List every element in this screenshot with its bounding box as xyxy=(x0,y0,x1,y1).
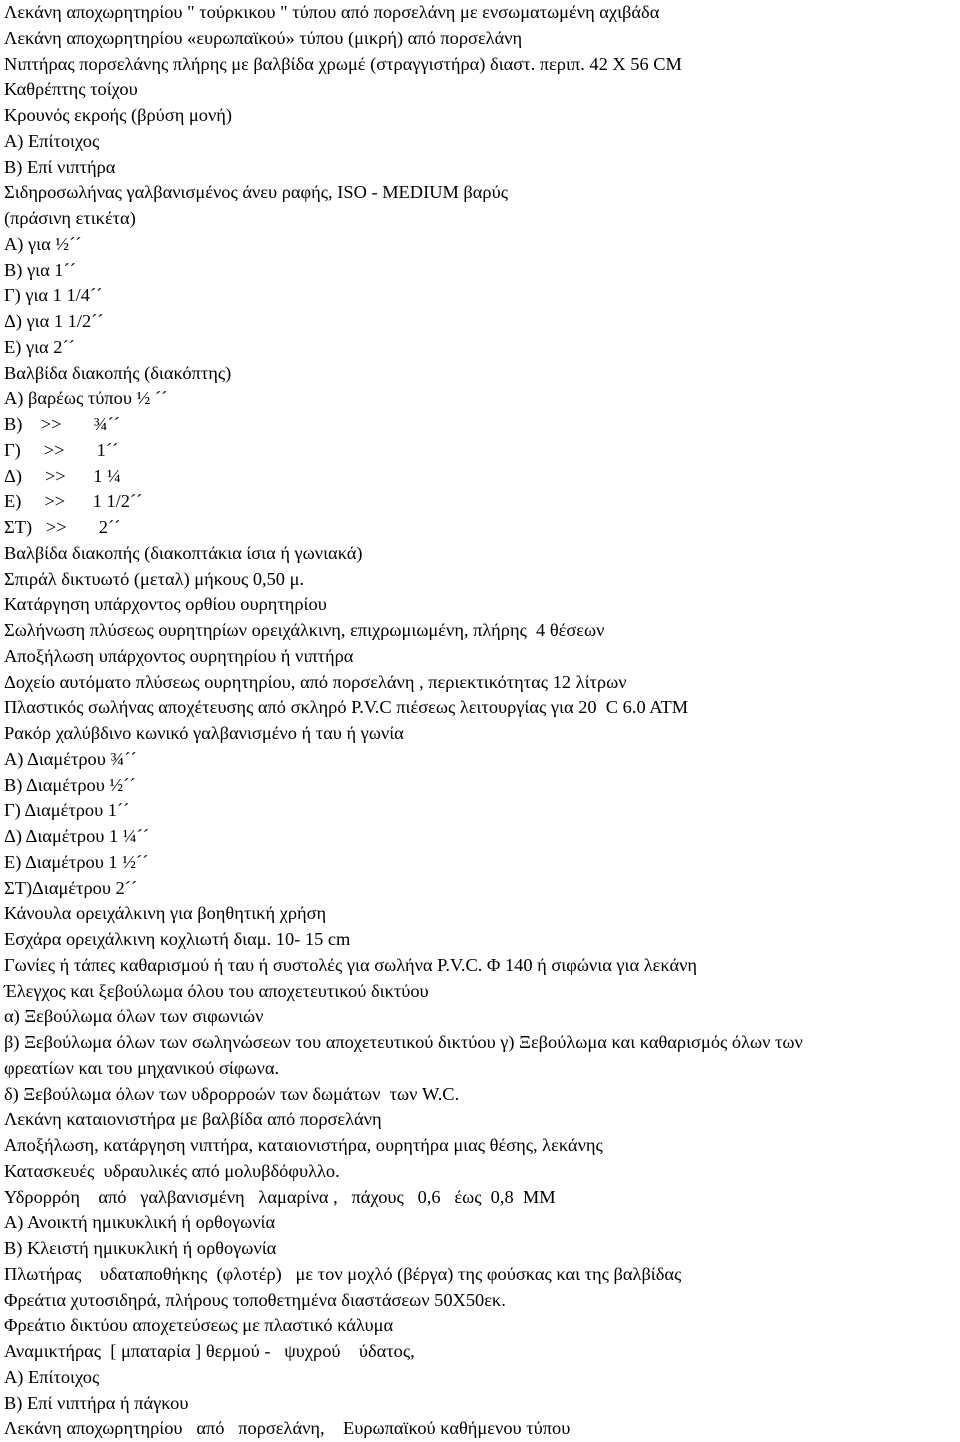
text-line: Β) Διαμέτρου ½´´ xyxy=(4,774,136,795)
text-line: Βαλβίδα διακοπής (διακόπτης) xyxy=(4,362,232,383)
text-line: Πλωτήρας υδαταποθήκης (φλοτέρ) με τον μοχλό (βέργα) της φούσκας και της βαλβίδας xyxy=(4,1263,682,1284)
text-line: Ε) για 2´´ xyxy=(4,336,75,357)
text-line: Καθρέπτης τοίχου xyxy=(4,79,138,100)
text-line: Νιπτήρας πορσελάνης πλήρης με βαλβίδα χρωμέ (στραγγιστήρα) διαστ. περιπ. 42 X 56 CM xyxy=(4,53,682,74)
text-line: Β) Επί νιπτήρα ή πάγκου xyxy=(4,1392,189,1413)
text-line: Φρεάτια χυτοσιδηρά, πλήρους τοποθετημένα διαστάσεων 50Χ50εκ. xyxy=(4,1289,506,1310)
text-line: Β) για 1´´ xyxy=(4,259,76,280)
text-line: β) Ξεβούλωμα όλων των σωληνώσεων του αποχετευτικού δικτύου γ) Ξεβούλωμα και καθαρισμός όλων των xyxy=(4,1032,803,1052)
text-line: ΣΤ)Διαμέτρου 2´´ xyxy=(4,877,137,898)
text-line: Γ) για 1 1/4´´ xyxy=(4,285,103,306)
text-line: Έλεγχος και ξεβούλωμα όλου του αποχετευτικού δικτύου xyxy=(4,980,429,1001)
text-line: Εσχάρα ορειχάλκινη κοχλιωτή διαμ. 10- 15 cm xyxy=(4,929,351,949)
text-line: Β) >> ¾´´ xyxy=(4,414,120,434)
text-line: Κάνουλα ορειχάλκινη για βοηθητική χρήση xyxy=(4,903,327,924)
text-line: Α) Ανοικτή ημικυκλική ή ορθογωνία xyxy=(4,1212,276,1233)
document-text xyxy=(4,0,956,1442)
text-line: Σωλήνωση πλύσεως ουρητηρίων ορειχάλκινη, επιχρωμιωμένη, πλήρης 4 θέσεων xyxy=(4,620,605,640)
text-line: Β) Κλειστή ημικυκλική ή ορθογωνία xyxy=(4,1238,277,1258)
text-line: Α) βαρέως τύπου ½ ´´ xyxy=(4,388,168,409)
text-line: Κατασκευές υδραυλικές από μολυβδόφυλλο. xyxy=(4,1160,340,1181)
text-line: Γωνίες ή τάπες καθαρισμού ή ταυ ή συστολές για σωλήνα P.V.C. Φ 140 ή σιφώνια για λεκάνη xyxy=(4,954,698,975)
text-line: Λεκάνη αποχωρητηρίου από πορσελάνη, Ευρωπαϊκού καθήμενου τύπου xyxy=(4,1418,571,1439)
text-line: Α) Επίτοιχος xyxy=(4,130,100,151)
text-line: (πράσινη ετικέτα) xyxy=(4,208,136,228)
text-line: Λεκάνη καταιονιστήρα με βαλβίδα από πορσελάνη xyxy=(4,1109,382,1130)
text-line: Κρουνός εκροής (βρύση μονή) xyxy=(4,105,233,125)
text-line: Αναμικτήρας [ μπαταρία ] θερμού - ψυχρού ύδατος, xyxy=(4,1341,415,1361)
text-line: Λεκάνη αποχωρητηρίου «ευρωπαϊκού» τύπου (μικρή) από πορσελάνη xyxy=(4,27,523,48)
text-line: Φρεάτιο δικτύου αποχετεύσεως με πλαστικό κάλυμα xyxy=(4,1315,394,1336)
text-line: Ρακόρ χαλύβδινο κωνικό γαλβανισμένο ή ταυ ή γωνία xyxy=(4,723,404,743)
text-line: Γ) Διαμέτρου 1´´ xyxy=(4,800,130,821)
text-line: Πλαστικός σωλήνας αποχέτευσης από σκληρό P.V.C πιέσεως λειτουργίας για 20 C 6.0 ATM xyxy=(4,697,689,718)
text-line: Δ) Διαμέτρου 1 ¼´´ xyxy=(4,826,149,846)
text-line: Ε) >> 1 1/2´´ xyxy=(4,491,143,512)
text-line: Δοχείο αυτόματο πλύσεως ουρητηρίου, από πορσελάνη , περιεκτικότητας 12 λίτρων xyxy=(4,671,627,692)
text-line: Αποξήλωση υπάρχοντος ουρητηρίου ή νιπτήρα xyxy=(4,645,354,666)
text-line: Α) Επίτοιχος xyxy=(4,1366,100,1387)
text-line: Σπιράλ δικτυωτό (μεταλ) μήκους 0,50 μ. xyxy=(4,568,305,589)
text-line: Α) Διαμέτρου ¾´´ xyxy=(4,748,137,769)
text-line: Β) Επί νιπτήρα xyxy=(4,156,116,177)
text-line: Λεκάνη αποχωρητηρίου " τούρκικου " τύπου από πορσελάνη με ενσωματωμένη αχιβάδα xyxy=(4,2,660,22)
text-line: Κατάργηση υπάρχοντος ορθίου ουρητηρίου xyxy=(4,594,327,615)
text-line: Ε) Διαμέτρου 1 ½´´ xyxy=(4,851,149,872)
text-line: α) Ξεβούλωμα όλων των σιφωνιών xyxy=(4,1006,264,1027)
text-line: Σιδηροσωλήνας γαλβανισμένος άνευ ραφής, ISO - MEDIUM βαρύς xyxy=(4,182,508,203)
text-line: δ) Ξεβούλωμα όλων των υδρορροών των δωμάτων των W.C. xyxy=(4,1083,460,1104)
text-line: φρεατίων και του μηχανικού σίφωνα. xyxy=(4,1057,280,1078)
text-line: Βαλβίδα διακοπής (διακοπτάκια ίσια ή γωνιακά) xyxy=(4,542,363,563)
text-line: Δ) για 1 1/2´´ xyxy=(4,311,104,331)
text-line: Αποξήλωση, κατάργηση νιπτήρα, καταιονιστήρα, ουρητήρα μιας θέσης, λεκάνης xyxy=(4,1135,603,1155)
text-line: Γ) >> 1´´ xyxy=(4,439,119,460)
text-line: Υδρορρόη από γαλβανισμένη λαμαρίνα , πάχους 0,6 έως 0,8 MM xyxy=(4,1186,556,1207)
text-line: Α) για ½´´ xyxy=(4,233,82,254)
text-line: ΣΤ) >> 2´´ xyxy=(4,517,121,537)
text-line: Δ) >> 1 ¼ xyxy=(4,465,121,486)
